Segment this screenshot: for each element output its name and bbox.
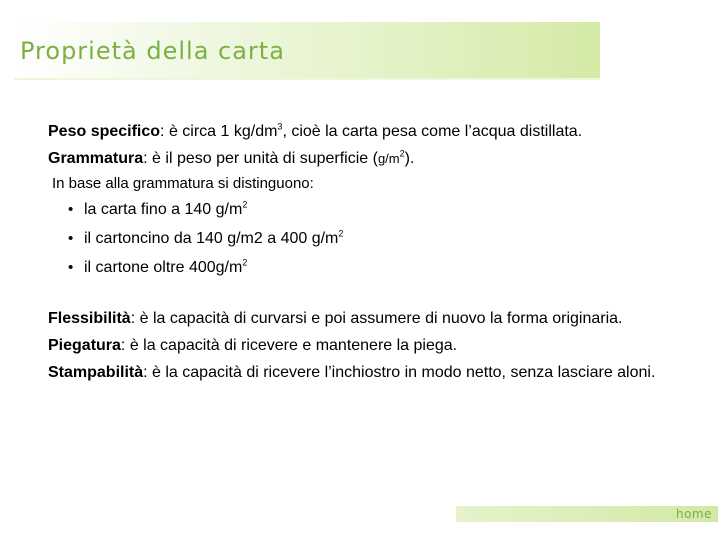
home-link[interactable]: home bbox=[675, 507, 712, 521]
grammatura-unit: g/m bbox=[377, 151, 400, 166]
page-title: Proprietà della carta bbox=[20, 37, 285, 65]
grammatura-text: : è il peso per unità di superficie ( bbox=[143, 150, 378, 167]
grammatura-paragraph bbox=[48, 147, 688, 171]
list-item-sup: 2 bbox=[338, 228, 344, 239]
list-item-text: il cartone oltre 400g/m bbox=[84, 259, 243, 276]
flessibilita-term: Flessibilità bbox=[48, 310, 131, 327]
list-item-text: la carta fino a 140 g/m bbox=[84, 201, 243, 218]
peso-specifico-sup: 3 bbox=[277, 121, 283, 132]
peso-specifico-text: : è circa 1 kg/dm bbox=[160, 123, 278, 140]
bullet-icon: • bbox=[68, 259, 74, 276]
slide-content bbox=[48, 120, 688, 388]
peso-specifico-rest: , cioè la carta pesa come l’acqua distillata. bbox=[282, 123, 583, 140]
piegatura-paragraph bbox=[48, 334, 688, 358]
peso-specifico-term: Peso specifico bbox=[48, 123, 161, 140]
grammatura-term: Grammatura bbox=[48, 150, 144, 167]
piegatura-text: : è la capacità di ricevere e mantenere la piega. bbox=[120, 337, 458, 354]
title-bar bbox=[14, 22, 600, 80]
grammatura-sup: 2 bbox=[399, 148, 405, 159]
grammatura-intro: In base alla grammatura si distinguono: bbox=[52, 175, 314, 192]
stampabilita-term: Stampabilità bbox=[48, 364, 144, 381]
peso-specifico-paragraph bbox=[48, 120, 688, 144]
list-item bbox=[68, 256, 688, 280]
list-item-text: il cartoncino da 140 g/m2 a 400 g/m bbox=[84, 230, 339, 247]
spacer bbox=[48, 285, 688, 307]
list-item bbox=[68, 227, 688, 251]
footer-bar bbox=[456, 506, 718, 522]
piegatura-term: Piegatura bbox=[48, 337, 121, 354]
flessibilita-paragraph bbox=[48, 307, 688, 331]
flessibilita-text: : è la capacità di curvarsi e poi assumere di nuovo la forma originaria. bbox=[130, 310, 623, 327]
list-item bbox=[68, 198, 688, 222]
grammatura-rest: ). bbox=[404, 150, 415, 167]
stampabilita-paragraph bbox=[48, 361, 688, 385]
bullet-icon: • bbox=[68, 230, 74, 247]
bullet-icon: • bbox=[68, 201, 74, 218]
stampabilita-text: : è la capacità di ricevere l’inchiostro in modo netto, senza lasciare aloni. bbox=[143, 364, 656, 381]
grammatura-list bbox=[48, 198, 688, 280]
list-item-sup: 2 bbox=[242, 199, 248, 210]
list-item-sup: 2 bbox=[242, 257, 248, 268]
